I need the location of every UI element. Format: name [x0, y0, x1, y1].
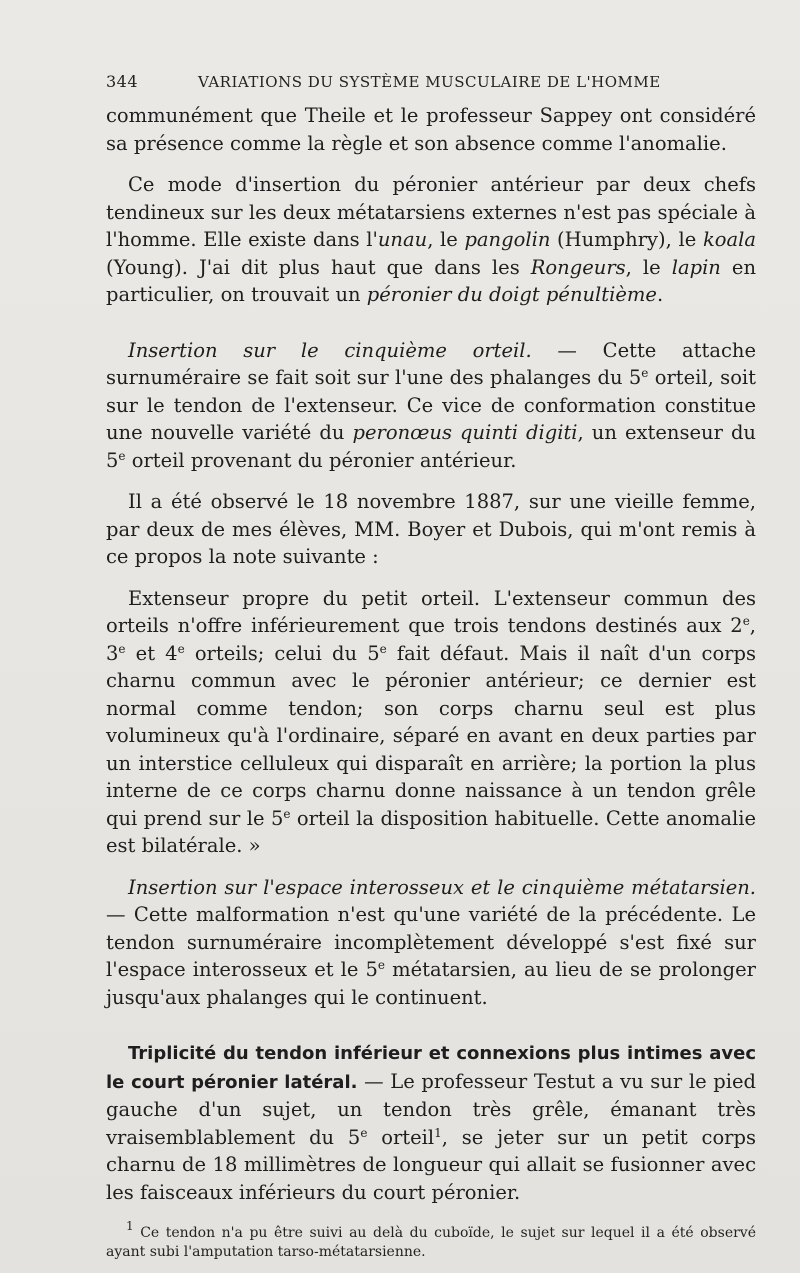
- paragraph-3: Insertion sur le cinquième orteil. — Cette attache surnuméraire se fait soit sur l'une des phalanges du 5e orteil, soit sur le tendon de l'extenseur. Ce vice de conformation constitue une nouvelle variété du peronœus quinti digiti, un extenseur du 5e orteil provenant du péronier antérieur.: [106, 338, 757, 472]
- body-text: [106, 102, 756, 1206]
- section-heading-espace-interosseux: Insertion sur l'espace interosseux et le cinquième métatarsien.: [128, 875, 756, 899]
- section-heading-triplicite: Triplicité du tendon inférieur et connexions plus intimes avec le court péronier latéral.: [106, 1043, 756, 1093]
- paragraph-1: communément que Theile et le professeur Sappey ont considéré sa présence comme la règle et son absence comme l'anomalie.: [106, 104, 756, 155]
- paragraph-6: Insertion sur l'espace interosseux et le cinquième métatarsien. — Cette malformation n'est qu'une variété de la précédente. Le tendon surnuméraire incomplètement développé s'est fixé sur l'espace interosseux et le 5e métatarsien, au lieu de se prolonger jusqu'aux phalanges qui le continuent.: [106, 875, 756, 1009]
- footnote-mark: 1: [126, 1219, 134, 1233]
- footnote: [106, 1219, 756, 1262]
- paragraph-5: Extenseur propre du petit orteil. L'extenseur commun des orteils n'offre inférieurement que trois tendons destinés aux 2e, 3e et 4e orteils; celui du 5e fait défaut. Mais il naît d'un corps charnu commun avec le péronier antérieur; ce dernier est normal comme tendon; son corps charnu seul est plus volumineux qu'à l'ordinaire, séparé en avant en deux parties par un interstice celluleux qui disparaît en arrière; la portion la plus interne de ce corps charnu donne naissance à un tendon grêle qui prend sur le 5e orteil la disposition habituelle. Cette anomalie est bilatérale. »: [106, 586, 757, 857]
- section-heading-cinquieme-orteil: Insertion sur le cinquième orteil.: [128, 338, 532, 362]
- paragraph-4: Il a été observé le 18 novembre 1887, sur une vieille femme, par deux de mes élèves, MM. Boyer et Dubois, qui m'ont remis à ce propos la note suivante :: [106, 490, 756, 568]
- header-title: VARIATIONS DU SYSTÈME MUSCULAIRE DE L'HOMME: [198, 73, 661, 91]
- footnote-text: Ce tendon n'a pu être suivi au delà du cuboïde, le sujet sur lequel il a été observé ayant subi l'amputation tarso-métatarsienne.: [106, 1225, 756, 1260]
- running-head: [106, 72, 756, 102]
- page-number: 344: [106, 72, 139, 91]
- paragraph-2: Ce mode d'insertion du péronier antérieur par deux chefs tendineux sur les deux métatarsiens externes n'est pas spéciale à l'homme. Elle existe dans l'unau, le pangolin (Humphry), le koala (Young). J'ai dit plus haut que dans les Rongeurs, le lapin en particulier, on trouvait un péronier du doigt pénultième.: [106, 173, 756, 306]
- paragraph-7: Triplicité du tendon inférieur et connexions plus intimes avec le court péronier latéral. — Le professeur Testut a vu sur le pied gauche d'un sujet, un tendon très grêle, émanant très vraisemblablement du 5e orteil$^1$, se jeter sur un petit corps charnu de 18 millimètres de longueur qui allait se fusionner avec les faisceaux inférieurs du court péronier.: [106, 1043, 757, 1204]
